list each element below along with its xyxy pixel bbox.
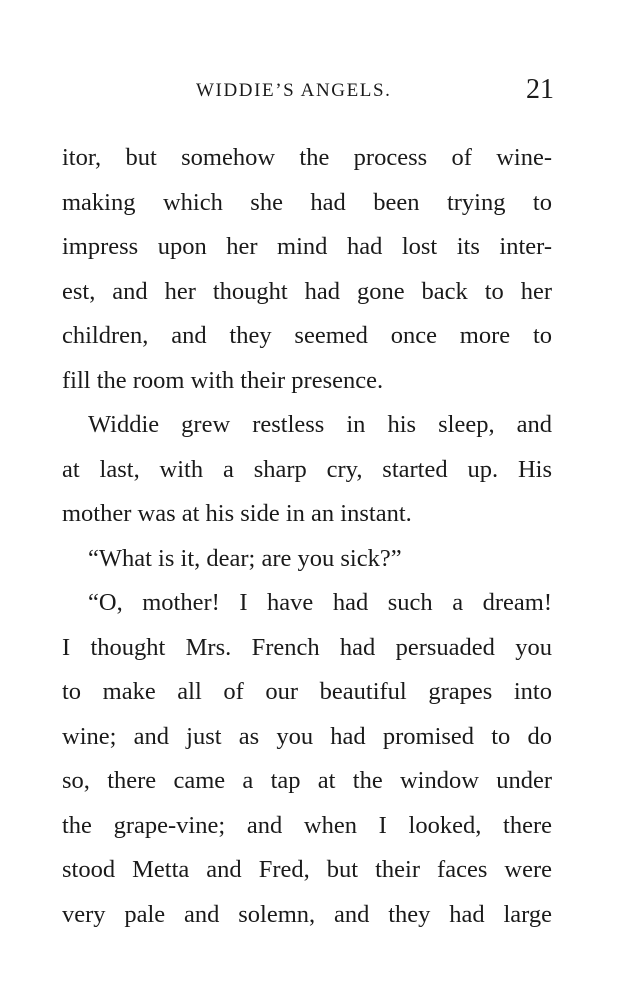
text-line: wine; and just as you had promised to do [62,722,552,750]
text-line: I thought Mrs. French had persuaded you [62,633,552,661]
text-line: impress upon her mind had lost its inter- [62,233,552,260]
running-head-title: WIDDIE’S ANGELS. [196,80,392,101]
text-line: at last, with a sharp cry, started up. His [62,455,552,483]
dialogue-line: “What is it, dear; are you sick?” [88,544,402,572]
text-line: very pale and solemn, and they had large [62,900,552,928]
text-line: mother was at his side in an instant. [62,500,412,527]
text-line: the grape-vine; and when I looked, there [62,811,552,839]
text-line: fill the room with their presence. [62,366,384,394]
text-line: so, there came a tap at the window under [62,767,552,794]
body-text [62,136,552,937]
text-line: itor, but somehow the process of wine- [62,144,552,171]
dialogue-line: “O, mother! I have had such a dream! [88,589,552,616]
running-head [60,74,554,108]
text-line: making which she had been trying to [62,188,552,216]
page-number: 21 [526,74,554,105]
text-line: stood Metta and Fred, but their faces were [62,856,552,883]
text-line: children, and they seemed once more to [62,322,552,349]
text-line: est, and her thought had gone back to her [62,277,552,305]
text-line: to make all of our beautiful grapes into [62,678,552,705]
paragraph-start-line: Widdie grew restless in his sleep, and [88,411,552,438]
